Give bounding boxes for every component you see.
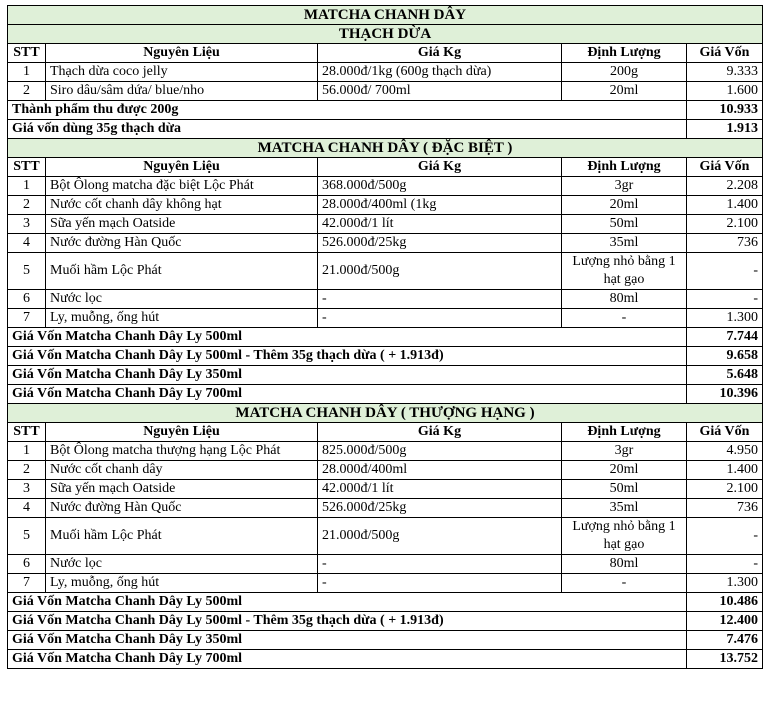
ingredient-row: [8, 177, 763, 196]
stt-cell[interactable]: 1: [8, 442, 46, 461]
section-title-row: [8, 404, 763, 423]
cost-cell[interactable]: 2.100: [687, 215, 763, 234]
total-label[interactable]: Giá Vốn Matcha Chanh Dây Ly 500ml: [8, 328, 687, 347]
stt-cell[interactable]: 2: [8, 82, 46, 101]
ingredient-row: [8, 499, 763, 518]
total-label[interactable]: Giá Vốn Matcha Chanh Dây Ly 500ml - Thêm 35g thạch dừa ( + 1.913đ): [8, 612, 687, 631]
stt-cell[interactable]: 1: [8, 177, 46, 196]
column-header-row: [8, 158, 763, 177]
ingredient-cell[interactable]: Sữa yến mạch Oatside: [46, 480, 318, 499]
ingredient-cell[interactable]: Nước lọc: [46, 555, 318, 574]
amount-cell[interactable]: 35ml: [562, 234, 687, 253]
column-header-stt[interactable]: STT: [8, 423, 46, 442]
total-value[interactable]: 1.913: [687, 120, 763, 139]
cost-cell[interactable]: 736: [687, 499, 763, 518]
price-kg-cell[interactable]: 21.000đ/500g: [318, 518, 562, 555]
total-label[interactable]: Giá Vốn Matcha Chanh Dây Ly 500ml - Thêm 35g thạch dừa ( + 1.913đ): [8, 347, 687, 366]
ingredient-row: [8, 480, 763, 499]
total-value[interactable]: 13.752: [687, 650, 763, 669]
column-header-ingredient[interactable]: Nguyên Liệu: [46, 423, 318, 442]
section-title[interactable]: MATCHA CHANH DÂY ( THƯỢNG HẠNG ): [8, 404, 763, 423]
ingredient-cell[interactable]: Nước đường Hàn Quốc: [46, 499, 318, 518]
ingredient-cell[interactable]: Nước đường Hàn Quốc: [46, 234, 318, 253]
amount-cell[interactable]: 200g: [562, 63, 687, 82]
total-value[interactable]: 7.476: [687, 631, 763, 650]
cost-sheet-table: [7, 5, 763, 669]
sheet-body: [8, 6, 763, 669]
ingredient-cell[interactable]: Nước cốt chanh dây: [46, 461, 318, 480]
stt-cell[interactable]: 5: [8, 518, 46, 555]
amount-cell[interactable]: 20ml: [562, 461, 687, 480]
price-kg-cell[interactable]: 56.000đ/ 700ml: [318, 82, 562, 101]
ingredient-cell[interactable]: Bột Ôlong matcha thượng hạng Lộc Phát: [46, 442, 318, 461]
amount-cell[interactable]: 3gr: [562, 177, 687, 196]
total-row: [8, 612, 763, 631]
ingredient-row: [8, 461, 763, 480]
cost-cell[interactable]: 2.208: [687, 177, 763, 196]
total-value[interactable]: 12.400: [687, 612, 763, 631]
column-header-amount[interactable]: Định Lượng: [562, 158, 687, 177]
stt-cell[interactable]: 1: [8, 63, 46, 82]
cost-cell[interactable]: -: [687, 290, 763, 309]
column-header-cost[interactable]: Giá Vốn: [687, 44, 763, 63]
amount-cell[interactable]: -: [562, 574, 687, 593]
price-kg-cell[interactable]: 21.000đ/500g: [318, 253, 562, 290]
amount-cell[interactable]: -: [562, 309, 687, 328]
total-value[interactable]: 9.658: [687, 347, 763, 366]
price-kg-cell[interactable]: 42.000đ/1 lít: [318, 215, 562, 234]
total-value[interactable]: 7.744: [687, 328, 763, 347]
section-title[interactable]: THẠCH DỪA: [8, 25, 763, 44]
total-label[interactable]: Giá Vốn Matcha Chanh Dây Ly 500ml: [8, 593, 687, 612]
total-label[interactable]: Giá Vốn Matcha Chanh Dây Ly 700ml: [8, 650, 687, 669]
cost-cell[interactable]: 736: [687, 234, 763, 253]
section-title[interactable]: MATCHA CHANH DÂY ( ĐẶC BIỆT ): [8, 139, 763, 158]
column-header-cost[interactable]: Giá Vốn: [687, 423, 763, 442]
stt-cell[interactable]: 3: [8, 215, 46, 234]
stt-cell[interactable]: 4: [8, 499, 46, 518]
amount-cell[interactable]: 80ml: [562, 555, 687, 574]
cost-cell[interactable]: -: [687, 518, 763, 555]
column-header-row: [8, 423, 763, 442]
price-kg-cell[interactable]: -: [318, 555, 562, 574]
ingredient-row: [8, 196, 763, 215]
cost-cell[interactable]: 1.400: [687, 196, 763, 215]
total-label[interactable]: Giá vốn dùng 35g thạch dừa: [8, 120, 687, 139]
column-header-amount[interactable]: Định Lượng: [562, 423, 687, 442]
total-row: [8, 631, 763, 650]
total-value[interactable]: 5.648: [687, 366, 763, 385]
column-header-ingredient[interactable]: Nguyên Liệu: [46, 158, 318, 177]
price-kg-cell[interactable]: -: [318, 574, 562, 593]
ingredient-row: [8, 574, 763, 593]
total-row: [8, 593, 763, 612]
amount-cell[interactable]: 20ml: [562, 196, 687, 215]
sheet-title[interactable]: MATCHA CHANH DÂY: [8, 6, 763, 25]
ingredient-cell[interactable]: Siro dâu/sâm dứa/ blue/nho: [46, 82, 318, 101]
ingredient-row: [8, 63, 763, 82]
stt-cell[interactable]: 3: [8, 480, 46, 499]
ingredient-cell[interactable]: Sữa yến mạch Oatside: [46, 215, 318, 234]
ingredient-cell[interactable]: Thạch dừa coco jelly: [46, 63, 318, 82]
stt-cell[interactable]: 2: [8, 196, 46, 215]
price-kg-cell[interactable]: 368.000đ/500g: [318, 177, 562, 196]
price-kg-cell[interactable]: -: [318, 290, 562, 309]
ingredient-cell[interactable]: Ly, muỗng, ống hút: [46, 309, 318, 328]
ingredient-row: [8, 82, 763, 101]
total-value[interactable]: 10.396: [687, 385, 763, 404]
column-header-price_kg[interactable]: Giá Kg: [318, 44, 562, 63]
column-header-price_kg[interactable]: Giá Kg: [318, 423, 562, 442]
cost-cell[interactable]: -: [687, 253, 763, 290]
amount-cell[interactable]: 80ml: [562, 290, 687, 309]
ingredient-row: [8, 253, 763, 290]
ingredient-cell[interactable]: Muối hầm Lộc Phát: [46, 253, 318, 290]
total-row: [8, 366, 763, 385]
stt-cell[interactable]: 5: [8, 253, 46, 290]
price-kg-cell[interactable]: 28.000đ/400ml (1kg: [318, 196, 562, 215]
column-header-price_kg[interactable]: Giá Kg: [318, 158, 562, 177]
cost-cell[interactable]: 2.100: [687, 480, 763, 499]
cost-cell[interactable]: -: [687, 555, 763, 574]
total-row: [8, 101, 763, 120]
title-row: [8, 6, 763, 25]
price-kg-cell[interactable]: 28.000đ/1kg (600g thạch dừa): [318, 63, 562, 82]
total-row: [8, 120, 763, 139]
stt-cell[interactable]: 4: [8, 234, 46, 253]
stt-cell[interactable]: 6: [8, 555, 46, 574]
total-row: [8, 328, 763, 347]
ingredient-row: [8, 555, 763, 574]
total-label[interactable]: Giá Vốn Matcha Chanh Dây Ly 350ml: [8, 631, 687, 650]
ingredient-row: [8, 290, 763, 309]
total-row: [8, 385, 763, 404]
total-label[interactable]: Giá Vốn Matcha Chanh Dây Ly 700ml: [8, 385, 687, 404]
stt-cell[interactable]: 2: [8, 461, 46, 480]
amount-cell[interactable]: 50ml: [562, 215, 687, 234]
amount-cell[interactable]: 50ml: [562, 480, 687, 499]
column-header-amount[interactable]: Định Lượng: [562, 44, 687, 63]
amount-cell[interactable]: 35ml: [562, 499, 687, 518]
price-kg-cell[interactable]: 42.000đ/1 lít: [318, 480, 562, 499]
total-value[interactable]: 10.933: [687, 101, 763, 120]
price-kg-cell[interactable]: 825.000đ/500g: [318, 442, 562, 461]
stt-cell[interactable]: 7: [8, 574, 46, 593]
ingredient-row: [8, 518, 763, 555]
stt-cell[interactable]: 7: [8, 309, 46, 328]
amount-cell[interactable]: 20ml: [562, 82, 687, 101]
price-kg-cell[interactable]: 526.000đ/25kg: [318, 499, 562, 518]
ingredient-row: [8, 215, 763, 234]
cost-cell[interactable]: 1.400: [687, 461, 763, 480]
total-label[interactable]: Giá Vốn Matcha Chanh Dây Ly 350ml: [8, 366, 687, 385]
ingredient-cell[interactable]: Bột Ôlong matcha đặc biệt Lộc Phát: [46, 177, 318, 196]
total-label[interactable]: Thành phẩm thu được 200g: [8, 101, 687, 120]
cost-cell[interactable]: 1.600: [687, 82, 763, 101]
column-header-stt[interactable]: STT: [8, 158, 46, 177]
cost-cell[interactable]: 9.333: [687, 63, 763, 82]
ingredient-cell[interactable]: Muối hầm Lộc Phát: [46, 518, 318, 555]
total-row: [8, 347, 763, 366]
price-kg-cell[interactable]: 526.000đ/25kg: [318, 234, 562, 253]
ingredient-row: [8, 234, 763, 253]
stt-cell[interactable]: 6: [8, 290, 46, 309]
ingredient-cell[interactable]: Nước lọc: [46, 290, 318, 309]
section-title-row: [8, 25, 763, 44]
column-header-stt[interactable]: STT: [8, 44, 46, 63]
column-header-row: [8, 44, 763, 63]
total-row: [8, 650, 763, 669]
cost-cell[interactable]: 4.950: [687, 442, 763, 461]
amount-cell[interactable]: Lượng nhỏ bằng 1 hạt gạo: [562, 518, 687, 555]
amount-cell[interactable]: 3gr: [562, 442, 687, 461]
column-header-cost[interactable]: Giá Vốn: [687, 158, 763, 177]
total-value[interactable]: 10.486: [687, 593, 763, 612]
price-kg-cell[interactable]: -: [318, 309, 562, 328]
price-kg-cell[interactable]: 28.000đ/400ml: [318, 461, 562, 480]
column-header-ingredient[interactable]: Nguyên Liệu: [46, 44, 318, 63]
cost-cell[interactable]: 1.300: [687, 574, 763, 593]
amount-cell[interactable]: Lượng nhỏ bằng 1 hạt gạo: [562, 253, 687, 290]
ingredient-row: [8, 309, 763, 328]
ingredient-cell[interactable]: Ly, muỗng, ống hút: [46, 574, 318, 593]
section-title-row: [8, 139, 763, 158]
ingredient-cell[interactable]: Nước cốt chanh dây không hạt: [46, 196, 318, 215]
cost-cell[interactable]: 1.300: [687, 309, 763, 328]
ingredient-row: [8, 442, 763, 461]
